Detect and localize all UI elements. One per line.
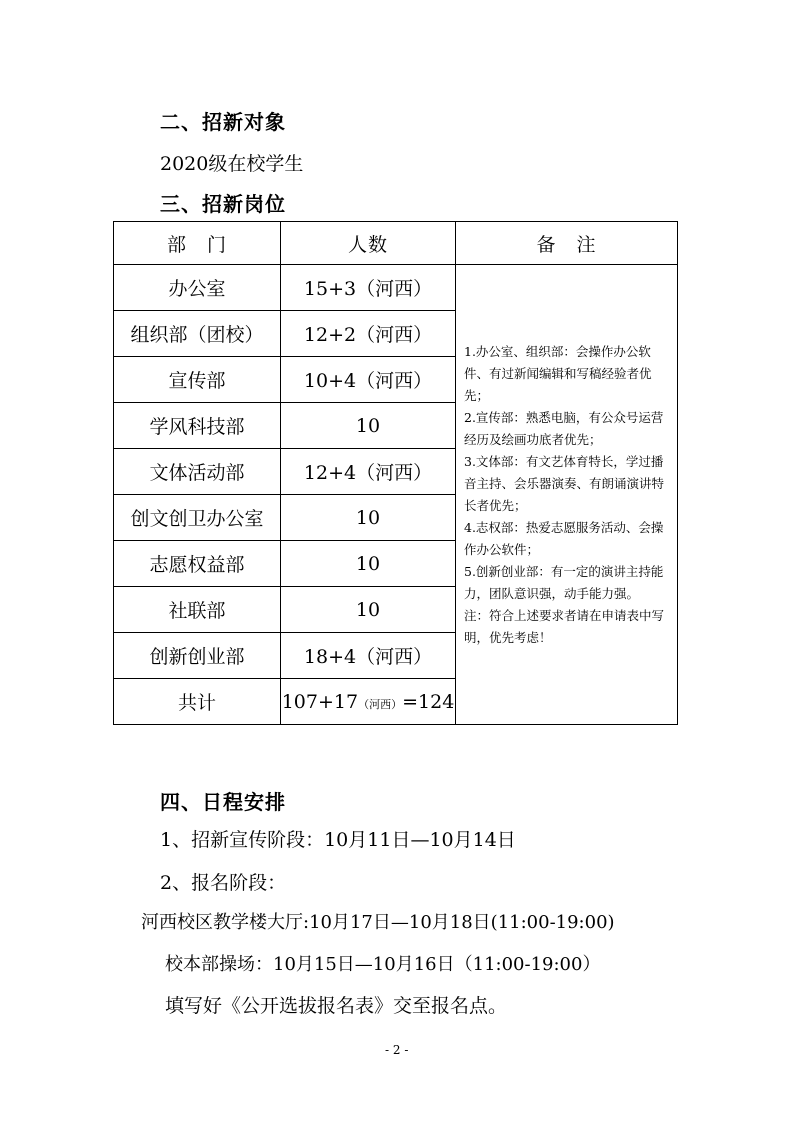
total-label: 共计 xyxy=(114,679,281,725)
note-line: 5.创新创业部：有一定的演讲主持能力，团队意识强，动手能力强。 xyxy=(464,563,664,601)
total-pre: 107+17 xyxy=(281,690,359,713)
note-line: 4.志权部：热爱志愿服务活动、会操作办公软件； xyxy=(464,519,664,557)
notes-cell xyxy=(456,265,678,725)
dept-cell: 创文创卫办公室 xyxy=(114,495,281,541)
table-header-row xyxy=(114,222,678,265)
dept-cell: 学风科技部 xyxy=(114,403,281,449)
note-line: 2.宣传部：熟悉电脑，有公众号运营经历及绘画功底者优先； xyxy=(464,409,664,447)
count-cell: 10 xyxy=(281,541,456,587)
dept-cell: 社联部 xyxy=(114,587,281,633)
note-line: 注：符合上述要求者请在申请表中写明，优先考虑！ xyxy=(464,607,665,645)
schedule-line: 填写好《公开选拔报名表》交至报名点。 xyxy=(165,995,508,1017)
count-cell: 10 xyxy=(281,495,456,541)
schedule-line: 1、招新宣传阶段：10月11日—10月14日 xyxy=(160,829,516,851)
count-cell: 15+3（河西） xyxy=(281,265,456,311)
note-line: 3.文体部：有文艺体育特长，学过播音主持、会乐器演奏、有朗诵演讲特长者优先； xyxy=(464,453,665,513)
section-4-title: 四、日程安排 xyxy=(160,790,286,814)
dept-cell: 文体活动部 xyxy=(114,449,281,495)
count-cell: 10 xyxy=(281,587,456,633)
count-cell: 18+4（河西） xyxy=(281,633,456,679)
note-line: 1.办公室、组织部：会操作办公软件、有过新闻编辑和写稿经验者优先； xyxy=(464,343,652,403)
schedule-line: 2、报名阶段： xyxy=(160,872,287,894)
total-small: （河西） xyxy=(358,697,403,711)
count-cell: 10+4（河西） xyxy=(281,357,456,403)
section-3-title: 三、招新岗位 xyxy=(160,192,286,216)
header-dept: 部 门 xyxy=(114,222,281,265)
page-number: - 2 - xyxy=(385,1043,409,1057)
count-cell: 10 xyxy=(281,403,456,449)
header-count: 人数 xyxy=(281,222,456,265)
total-post: =124 xyxy=(402,690,455,713)
dept-cell: 办公室 xyxy=(114,265,281,311)
count-cell: 12+4（河西） xyxy=(281,449,456,495)
dept-cell: 创新创业部 xyxy=(114,633,281,679)
dept-cell: 宣传部 xyxy=(114,357,281,403)
count-cell: 12+2（河西） xyxy=(281,311,456,357)
dept-cell: 组织部（团校） xyxy=(114,311,281,357)
total-count xyxy=(281,679,456,725)
dept-cell: 志愿权益部 xyxy=(114,541,281,587)
header-note: 备 注 xyxy=(456,222,678,265)
schedule-line: 河西校区教学楼大厅:10月17日—10月18日(11:00-19:00) xyxy=(141,912,615,933)
schedule-line: 校本部操场：10月15日—10月16日（11:00-19:00） xyxy=(165,954,601,975)
section-2-title: 二、招新对象 xyxy=(160,110,286,134)
table-row xyxy=(114,265,678,311)
section-2-text: 2020级在校学生 xyxy=(160,153,304,175)
recruitment-table xyxy=(113,221,678,725)
